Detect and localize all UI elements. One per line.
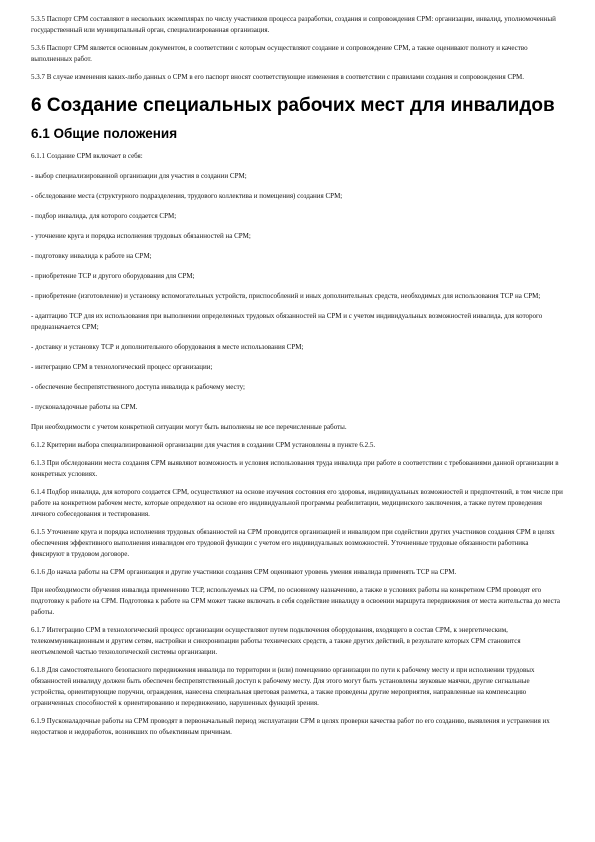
list-item: - выбор специализированной организации для участия в создании СРМ; (31, 172, 247, 180)
paragraph-5-3-5: 5.3.5 Паспорт СРМ составляют в нескольких экземплярах по числу участников процесса разработки, создания и сопровождения СРМ: организации, инвалид, уполномоченный государственный или муниципальный орган, специализированная организация. (31, 15, 556, 34)
paragraph-5-3-7: 5.3.7 В случае изменения каких-либо данных о СРМ в его паспорт вносят соответствующие изменения в соответствии с правилами создания и сопровождения СРМ. (31, 73, 525, 81)
section-heading: 6 Создание специальных рабочих мест для инвалидов (31, 95, 555, 116)
paragraph-6-1-8: 6.1.8 Для самостоятельного безопасного передвижения инвалида по территории и (или) помещению организации по пути к рабочему месту и при исполнении трудовых обязанностей инвалиду должен быть обеспечен беспрепятственный доступ к рабочему месту. Для этого могут быть установлены звуковые маячки, другие сигнальные устройства, ориентирующие поручни, ограждения, нанесена специальная цветовая разметка, а также проведены другие мероприятия, направленные на компенсацию ограниченных способностей к ориентированию и передвижению, нарушенных функций зрения. (31, 666, 535, 707)
paragraph-6-1-7: 6.1.7 Интеграцию СРМ в технологический процесс организации осуществляют путем подключения оборудования, входящего в состав СРМ, к энергетическим, телекоммуникационным и другим сетям, настройки и синхронизации работы технических средств, а также других действий, в результате которых СРМ становится неотъемлемой частью технологической системы организации. (31, 626, 521, 656)
paragraph-5-3-6: 5.3.6 Паспорт СРМ является основным документом, в соответствии с которым осуществляют создание и сопровождение СРМ, а также оценивают полноту и качество выполненных работ. (31, 44, 528, 63)
list-item: - подбор инвалида, для которого создается СРМ; (31, 212, 177, 220)
list-item: - обследование места (структурного подразделения, трудового коллектива и помещения) создания СРМ; (31, 192, 343, 200)
paragraph-6-1-2: 6.1.2 Критерии выбора специализированной организации для участия в создании СРМ установлены в пункте 6.2.5. (31, 441, 376, 449)
list-item: - уточнение круга и порядка исполнения трудовых обязанностей на СРМ; (31, 232, 251, 240)
list-item: - доставку и установку ТСР и дополнительного оборудования в месте использования СРМ; (31, 343, 304, 351)
list-item: - приобретение ТСР и другого оборудования для СРМ; (31, 272, 195, 280)
paragraph-6-1-4: 6.1.4 Подбор инвалида, для которого создается СРМ, осуществляют на основе изучения состояния его здоровья, индивидуальных возможностей и предпочтений, в том числе при работе на конкретном рабочем месте, которые определяют на основе его индивидуальной программы реабилитации, медицинского заключения, а также путем проведения личного собеседования и тестирования. (31, 488, 563, 518)
document-page (31, 14, 563, 745)
paragraph-6-1-6-cont: При необходимости обучения инвалида применению ТСР, используемых на СРМ, по основному назначению, а также в условиях работы на конкретном СРМ проводят его подготовку к работе на СРМ. Подготовка к работе на СРМ может также включать в себя содействие инвалиду в освоении маршрута передвижения от места жительства до места работы. (31, 586, 561, 616)
list-item: - интеграцию СРМ в технологический процесс организации; (31, 363, 213, 371)
list-item: - приобретение (изготовление) и установку вспомогательных устройств, приспособлений и иных дополнительных средств, необходимых для использования ТСР на СРМ; (31, 292, 541, 300)
list-item: - подготовку инвалида к работе на СРМ; (31, 252, 152, 260)
paragraph-6-1-9: 6.1.9 Пусконаладочные работы на СРМ проводят в первоначальный период эксплуатации СРМ в целях проверки качества работ по его созданию, выявления и устранения их недостатков и недоработок, возникших по объективным причинам. (31, 717, 550, 736)
list-intro: 6.1.1 Создание СРМ включает в себя: (31, 152, 143, 160)
paragraph-note: При необходимости с учетом конкретной ситуации могут быть выполнены не все перечисленные работы. (31, 423, 347, 431)
subsection-heading: 6.1 Общие положения (31, 126, 178, 141)
list-item: - адаптацию ТСР для их использования при выполнении определенных трудовых обязанностей на СРМ и с учетом индивидуальных возможностей инвалида, для которого предназначается СРМ; (31, 312, 543, 331)
paragraph-6-1-3: 6.1.3 При обследовании места создания СРМ выявляют возможность и условия использования труда инвалида при работе в соответствии с требованиями данной организации в конкретных условиях. (31, 459, 559, 478)
paragraph-6-1-5: 6.1.5 Уточнение круга и порядка исполнения трудовых обязанностей на СРМ проводится организацией и инвалидом при содействии других участников создания СРМ в целях обеспечения эффективного выполнения инвалидом его трудовой функции с учетом его индивидуальных возможностей. Уточненные трудовые обязанности работника фиксируют в трудовом договоре. (31, 528, 555, 558)
list-item: - обеспечение беспрепятственного доступа инвалида к рабочему месту; (31, 383, 245, 391)
list-item: - пусконаладочные работы на СРМ. (31, 403, 138, 411)
paragraph-6-1-6: 6.1.6 До начала работы на СРМ организация и другие участники создания СРМ оценивают уровень умения инвалида применять ТСР на СРМ. (31, 568, 457, 576)
